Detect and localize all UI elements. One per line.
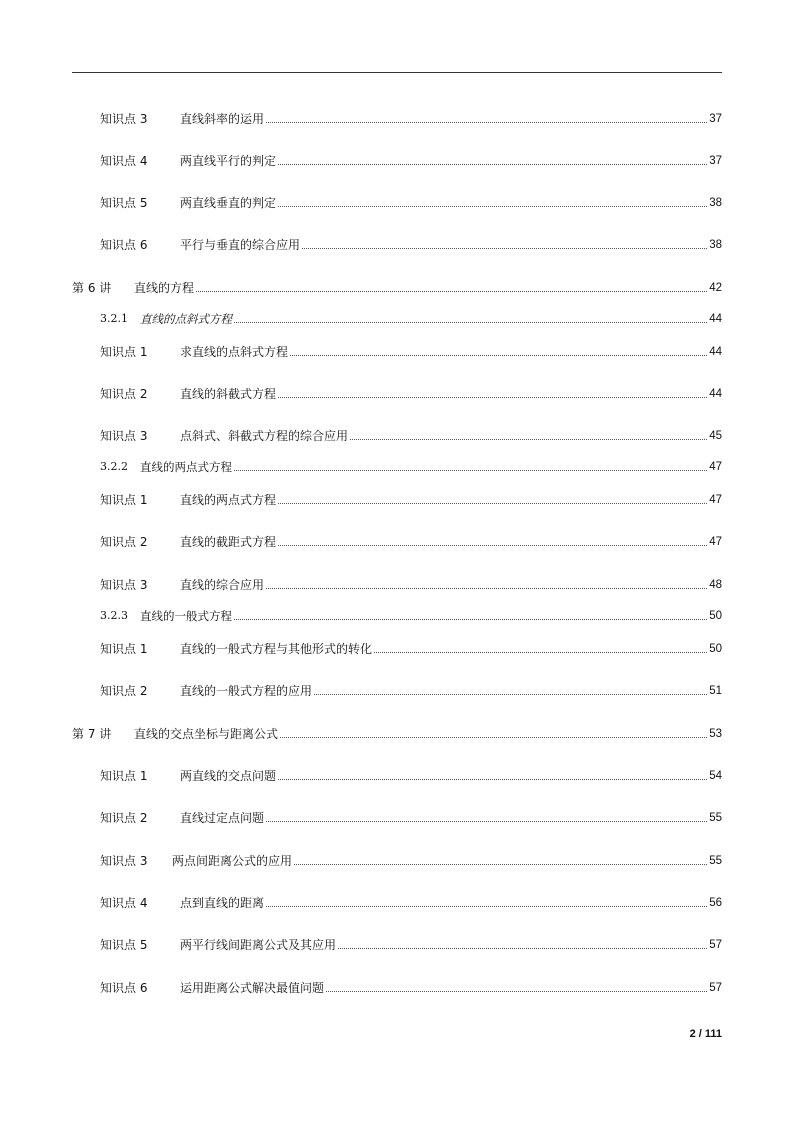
toc-entry-number: 3.2.3	[100, 609, 128, 622]
toc-entry[interactable]	[100, 339, 722, 359]
toc-leader-dots	[280, 737, 707, 738]
toc-entry-title: 直线的方程	[134, 281, 195, 295]
toc-leader-dots	[278, 164, 707, 165]
toc-leader-dots	[294, 864, 707, 865]
toc-entry-page: 37	[709, 155, 722, 167]
toc-entry-page: 47	[709, 494, 722, 506]
toc-entry-number: 知识点 1	[100, 769, 148, 783]
toc-entry-page: 54	[709, 770, 722, 782]
toc-entry-page: 38	[709, 239, 722, 251]
toc-entry-title: 两平行线间距离公式及其应用	[180, 938, 337, 952]
toc-entry-title: 直线的点斜式方程	[140, 312, 232, 326]
toc-entry-number: 知识点 3	[100, 112, 148, 126]
toc-entry[interactable]	[100, 890, 722, 910]
toc-entry-page: 53	[709, 728, 722, 740]
toc-entry-title: 运用距离公式解决最值问题	[180, 981, 325, 995]
toc-entry-section[interactable]	[100, 454, 722, 474]
toc-leader-dots	[278, 503, 707, 504]
toc-entry-page: 37	[709, 113, 722, 125]
toc-entry-title: 直线的一般式方程	[140, 609, 232, 623]
toc-entry-title: 直线的综合应用	[180, 578, 265, 592]
toc-entry-number: 知识点 3	[100, 578, 148, 592]
toc-leader-dots	[302, 248, 707, 249]
toc-entry-page: 55	[709, 855, 722, 867]
toc-entry-title: 直线的斜截式方程	[180, 387, 277, 401]
header-rule	[72, 72, 722, 73]
toc-entry[interactable]	[100, 423, 722, 443]
toc-entry-page: 44	[709, 313, 722, 325]
toc-entry-number: 知识点 2	[100, 535, 148, 549]
page-indicator: 2 / 111	[689, 1028, 722, 1040]
toc-entry-number: 知识点 1	[100, 493, 148, 507]
toc-entry-number: 3.2.2	[100, 460, 128, 473]
toc-entry-page: 56	[709, 897, 722, 909]
toc-leader-dots	[314, 694, 707, 695]
toc-entry-number: 3.2.1	[100, 312, 128, 325]
toc-entry[interactable]	[100, 572, 722, 592]
toc-leader-dots	[266, 122, 707, 123]
toc-entry-number: 知识点 6	[100, 238, 148, 252]
toc-entry-page: 48	[709, 579, 722, 591]
toc-entry[interactable]	[100, 487, 722, 507]
toc-entry-page: 45	[709, 430, 722, 442]
toc-entry-lecture[interactable]	[72, 721, 722, 741]
toc-entry-title: 点斜式、斜截式方程的综合应用	[180, 429, 349, 443]
toc-entry-title: 直线斜率的运用	[180, 112, 265, 126]
toc-entry-page: 44	[709, 346, 722, 358]
toc-entry[interactable]	[100, 529, 722, 549]
toc-entry-page: 47	[709, 461, 722, 473]
toc-leader-dots	[196, 291, 707, 292]
toc-entry-number: 知识点 3	[100, 429, 148, 443]
toc-leader-dots	[326, 991, 707, 992]
toc-entry-title: 两直线垂直的判定	[180, 196, 277, 210]
toc-entry-page: 42	[709, 282, 722, 294]
toc-entry[interactable]	[100, 763, 722, 783]
toc-entry[interactable]	[100, 932, 722, 952]
toc-entry-number: 知识点 4	[100, 896, 148, 910]
toc-leader-dots	[350, 439, 707, 440]
toc-entry-title: 平行与垂直的综合应用	[180, 238, 301, 252]
toc-entry-title: 直线的一般式方程的应用	[180, 684, 313, 698]
toc-leader-dots	[374, 652, 707, 653]
toc-entry-page: 50	[709, 610, 722, 622]
toc-entry-number: 知识点 4	[100, 154, 148, 168]
toc-entry[interactable]	[100, 678, 722, 698]
toc-entry-page: 55	[709, 812, 722, 824]
toc-entry-page: 57	[709, 982, 722, 994]
toc-entry-title: 直线的两点式方程	[180, 493, 277, 507]
toc-entry[interactable]	[100, 232, 722, 252]
toc-entry-number: 知识点 2	[100, 811, 148, 825]
toc-leader-dots	[278, 206, 707, 207]
toc-entry-number: 知识点 2	[100, 387, 148, 401]
toc-leader-dots	[266, 821, 707, 822]
toc-entry-number: 知识点 1	[100, 345, 148, 359]
toc-entry-title: 直线的一般式方程与其他形式的转化	[180, 642, 373, 656]
toc-entry-title: 直线的两点式方程	[140, 460, 232, 474]
toc-entry-section[interactable]	[100, 603, 722, 623]
toc-entry-number: 知识点 5	[100, 196, 148, 210]
toc-entry[interactable]	[100, 805, 722, 825]
toc-entry-title: 两直线的交点问题	[180, 769, 277, 783]
toc-entry-title: 求直线的点斜式方程	[180, 345, 289, 359]
toc-entry-page: 57	[709, 939, 722, 951]
toc-leader-dots	[338, 948, 707, 949]
toc-leader-dots	[278, 779, 707, 780]
toc-entry-page: 50	[709, 643, 722, 655]
toc-entry-number: 知识点 1	[100, 642, 148, 656]
toc-entry-title: 两直线平行的判定	[180, 154, 277, 168]
toc-entry-section[interactable]	[100, 306, 722, 326]
toc-entry-number: 第 6 讲	[72, 281, 112, 295]
toc-entry-number: 知识点 3	[100, 854, 148, 868]
toc-entry-title: 点到直线的距离	[180, 896, 265, 910]
toc-leader-dots	[266, 906, 707, 907]
toc-leader-dots	[234, 619, 707, 620]
toc-leader-dots	[234, 470, 707, 471]
toc-entry[interactable]	[100, 975, 722, 995]
toc-entry-number: 知识点 6	[100, 981, 148, 995]
toc-entry-title: 直线过定点问题	[180, 811, 265, 825]
toc-entry-page: 51	[709, 685, 722, 697]
toc-leader-dots	[290, 355, 707, 356]
toc-entry-lecture[interactable]	[72, 275, 722, 295]
toc-leader-dots	[278, 545, 707, 546]
toc-entry-page: 47	[709, 536, 722, 548]
toc-entry[interactable]	[100, 636, 722, 656]
toc-entry-title: 直线的交点坐标与距离公式	[134, 727, 279, 741]
toc-entry[interactable]	[100, 848, 722, 868]
toc-entry[interactable]	[100, 148, 722, 168]
toc-entry-page: 44	[709, 388, 722, 400]
toc-entry[interactable]	[100, 381, 722, 401]
toc-entry-number: 知识点 2	[100, 684, 148, 698]
toc-entry[interactable]	[100, 190, 722, 210]
toc-entry-title: 两点间距离公式的应用	[172, 854, 293, 868]
toc-entry-number: 知识点 5	[100, 938, 148, 952]
toc-leader-dots	[234, 322, 707, 323]
toc-leader-dots	[278, 397, 707, 398]
toc-entry-title: 直线的截距式方程	[180, 535, 277, 549]
toc-leader-dots	[266, 588, 707, 589]
toc-entry[interactable]	[100, 106, 722, 126]
toc-entry-number: 第 7 讲	[72, 727, 112, 741]
toc-entry-page: 38	[709, 197, 722, 209]
